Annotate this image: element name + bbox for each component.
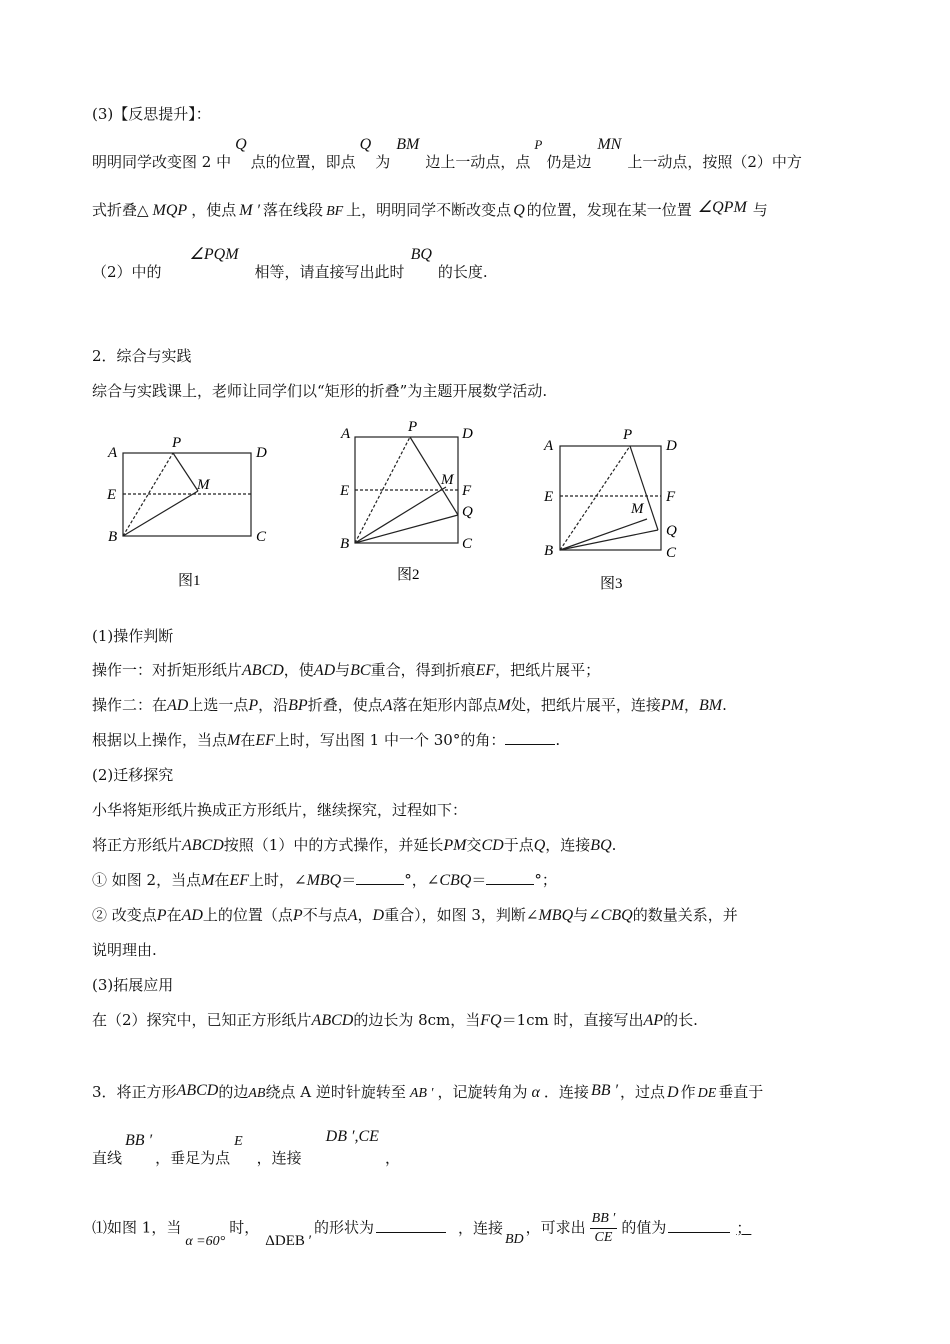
q2-intro: 综合与实践课上，老师让同学们以“矩形的折叠”为主题开展数学活动. <box>92 382 548 400</box>
figure-3 <box>540 420 700 600</box>
segment-PQ <box>630 446 658 530</box>
fraction <box>590 1210 618 1247</box>
math: EF <box>255 732 275 749</box>
math: P <box>534 137 543 152</box>
text: ＝ <box>471 871 487 889</box>
math: ∠PQM <box>189 246 239 263</box>
label-M: M <box>441 472 454 488</box>
label-E: E <box>544 489 554 505</box>
math: FQ <box>480 1012 502 1029</box>
math: CBQ <box>439 872 472 889</box>
text: ，连接 <box>256 1149 302 1167</box>
q2-op3 <box>92 730 560 751</box>
text: 时， <box>229 1218 260 1237</box>
segment-PM <box>173 453 198 491</box>
math: PM <box>660 697 684 714</box>
math: BF <box>326 204 344 219</box>
math: M <box>201 872 215 889</box>
math: P <box>248 697 259 714</box>
text: 交 <box>466 836 482 854</box>
text: 为 <box>375 153 391 171</box>
text: 的边长为 8cm，当 <box>353 1011 481 1029</box>
label-F: F <box>462 483 472 499</box>
text: 落在线段 <box>263 201 324 219</box>
text: 操作二：在 <box>92 696 168 714</box>
label-M: M <box>631 501 644 517</box>
text: 将正方形纸片 <box>92 836 183 854</box>
text: 的位置，发现在某一位置 <box>526 201 692 219</box>
text: 绕点 A 逆时针旋转至 <box>265 1083 406 1101</box>
text: ．连接 <box>543 1083 589 1101</box>
text: 在 <box>166 906 182 924</box>
math: MBQ <box>538 907 574 924</box>
text: 在 <box>240 731 256 749</box>
math: AD <box>167 697 189 714</box>
math: BB ′ <box>125 1132 153 1149</box>
label-D: D <box>462 426 473 442</box>
text: 处，把纸片展平，连接 <box>510 696 661 714</box>
text: ，沿 <box>258 696 289 714</box>
math: MBQ <box>306 872 342 889</box>
text: 折叠，使点 <box>307 696 383 714</box>
math: ΔDEB ′ <box>265 1232 312 1249</box>
text: 作 <box>680 1083 696 1101</box>
q2-m5: 说明理由. <box>92 941 157 959</box>
text: ② 改变点 <box>92 906 157 924</box>
math: ABCD <box>182 837 224 854</box>
text: 落在矩形内部点 <box>392 696 498 714</box>
text: 的数量关系，并 <box>632 906 738 924</box>
label-P: P <box>623 427 633 443</box>
text: ，记旋转角为 <box>437 1083 528 1101</box>
square-ABCD <box>560 446 661 550</box>
text: 的值为 <box>621 1218 667 1237</box>
label-P: P <box>408 419 418 435</box>
text: 上时，写出图 1 中一个 30°的角： <box>274 731 506 749</box>
text: ，垂足为点 <box>155 1149 231 1167</box>
math: BM <box>698 697 723 714</box>
math: BP <box>288 697 308 714</box>
math: Q <box>533 837 546 854</box>
text: 重合），如图 3，判断∠ <box>384 906 539 924</box>
text: °，∠ <box>404 871 440 889</box>
p3-title: (3)【反思提升】： <box>92 105 211 123</box>
text: °； <box>534 871 557 889</box>
text: 直线 <box>92 1149 123 1167</box>
text: 上的位置（点 <box>202 906 293 924</box>
math: BQ <box>590 837 612 854</box>
answer-blank-ratio[interactable] <box>668 1218 730 1233</box>
text: 的形状为 <box>313 1218 374 1237</box>
math: D <box>372 907 385 924</box>
label-Q: Q <box>666 523 677 539</box>
label-A: A <box>341 426 351 442</box>
q2-op1 <box>92 660 600 681</box>
text: 如图 1，当 <box>107 1218 182 1237</box>
math: E <box>234 1134 243 1149</box>
text: 的边 <box>218 1083 249 1101</box>
label-P: P <box>172 435 182 451</box>
math: AB <box>248 1086 266 1101</box>
math: MN <box>597 136 622 153</box>
text: . <box>555 731 561 749</box>
math: P <box>156 907 167 924</box>
text: 仍是边 <box>546 153 592 171</box>
text: 根据以上操作，当点 <box>92 731 228 749</box>
math: AB ′ <box>409 1086 434 1101</box>
math: DB ′,CE <box>325 1128 379 1145</box>
rect-ABCD <box>123 453 251 536</box>
q3-line-1 <box>92 1082 763 1104</box>
segment-BM <box>123 491 198 536</box>
label-C: C <box>256 529 267 545</box>
label-E: E <box>107 487 117 503</box>
answer-blank-mbq[interactable] <box>356 870 404 885</box>
label-A: A <box>544 438 554 454</box>
math: BQ <box>410 246 432 263</box>
label-M: M <box>197 477 210 493</box>
math: α <box>531 1084 540 1101</box>
text: ，连接 <box>545 836 591 854</box>
text: ， <box>357 906 373 924</box>
math: AD <box>181 907 203 924</box>
figure-1 <box>100 425 290 600</box>
math: ∠QPM <box>697 199 747 216</box>
label-B: B <box>544 543 554 559</box>
text: （2）中的 <box>92 263 162 281</box>
text: ，过点 <box>619 1083 665 1101</box>
text: 相等，请直接写出此时 <box>254 263 405 281</box>
label-D: D <box>666 438 677 454</box>
label-B: B <box>340 536 350 552</box>
fraction-numerator: BB ′ <box>590 1210 618 1229</box>
text: 重合，得到折痕 <box>370 661 476 679</box>
text: ，可求出 <box>525 1218 586 1237</box>
figure-2 <box>335 415 495 590</box>
text: 垂直于 <box>718 1083 764 1101</box>
math: PM <box>443 837 467 854</box>
label-D: D <box>256 445 267 461</box>
q2-op2 <box>92 695 727 716</box>
q2-section-2: (2)迁移探究 <box>92 766 174 784</box>
text: . <box>722 696 727 714</box>
math: CBQ <box>600 907 633 924</box>
caption-fig1: 图1 <box>178 573 201 589</box>
label-C: C <box>666 545 677 561</box>
math: MQP <box>152 202 188 219</box>
caption-fig2: 图2 <box>397 567 420 583</box>
text: 在 <box>214 871 230 889</box>
math: M <box>497 697 511 714</box>
q2-e1 <box>92 1010 698 1031</box>
answer-blank-cbq[interactable] <box>486 870 534 885</box>
label-F: F <box>666 489 676 505</box>
q2-section-3: (3)拓展应用 <box>92 976 174 994</box>
math: Q <box>513 202 525 219</box>
math: EF <box>229 872 249 889</box>
math: AD <box>313 662 336 679</box>
label-Q: Q <box>462 504 473 520</box>
text: 上选一点 <box>188 696 249 714</box>
text: ＝1cm 时，直接写出 <box>501 1011 644 1029</box>
segment-BP <box>560 446 630 550</box>
q2-m2 <box>92 835 616 856</box>
text: ，连接 <box>457 1218 503 1237</box>
label-A: A <box>108 445 118 461</box>
math: A <box>382 697 393 714</box>
label-E: E <box>340 483 350 499</box>
math: P <box>292 907 303 924</box>
text: ⑴ <box>92 1218 108 1237</box>
label-C: C <box>462 536 473 552</box>
text: 3．将正方形 <box>92 1083 177 1101</box>
math: BB ′ <box>590 1082 618 1099</box>
text: 上时，∠ <box>248 871 307 889</box>
q2-m4 <box>92 905 738 926</box>
p3-line-2 <box>92 200 768 222</box>
text: 上，明明同学不断改变点 <box>346 201 512 219</box>
text: 在（2）探究中，已知正方形纸片 <box>92 1011 312 1029</box>
text: 与 <box>752 201 768 219</box>
text: ，使 <box>283 661 314 679</box>
q2-m3 <box>92 870 557 891</box>
math: ABCD <box>176 1082 219 1099</box>
q3-line-2 <box>92 1128 400 1170</box>
text: 与 <box>335 661 351 679</box>
text: 明明同学改变图 2 中 <box>92 153 232 171</box>
math: EF <box>475 662 496 679</box>
math: Q <box>235 136 247 153</box>
text: 于点 <box>503 836 534 854</box>
answer-blank[interactable] <box>505 730 555 745</box>
math: M ′ <box>239 202 261 219</box>
math: A <box>347 907 358 924</box>
math: BC <box>350 662 371 679</box>
text: 的长度. <box>437 263 488 281</box>
math: Q <box>359 136 372 153</box>
p3-line-3 <box>92 246 488 283</box>
math: α =60° <box>185 1233 226 1249</box>
text: 边上一动点，点 <box>425 153 531 171</box>
text: 操作一：对折矩形纸片 <box>92 661 243 679</box>
q3-line-3 <box>92 1210 757 1247</box>
text: ，把纸片展平； <box>495 661 601 679</box>
answer-blank-shape[interactable] <box>376 1218 446 1233</box>
math: D <box>667 1084 679 1101</box>
text: 不与点 <box>302 906 348 924</box>
text: 式折叠△ <box>92 201 149 219</box>
math: BM <box>396 136 420 153</box>
p3-line-1 <box>92 136 802 173</box>
q2-title: 2．综合与实践 <box>92 347 192 365</box>
fraction-denominator: CE <box>594 1230 613 1245</box>
math: ABCD <box>311 1012 354 1029</box>
q2-section-1: (1)操作判断 <box>92 627 174 645</box>
text: . <box>611 836 617 854</box>
math: CD <box>481 837 504 854</box>
text: ； <box>736 1218 752 1237</box>
text: 点的位置，即点 <box>250 153 356 171</box>
segment-BQ <box>355 515 458 543</box>
segment-BM <box>355 487 446 543</box>
text: ，使点 <box>191 201 237 219</box>
math: M <box>227 732 241 749</box>
text: 上一动点，按照（2）中方 <box>627 153 802 171</box>
math: AP <box>643 1012 664 1029</box>
text: 的长. <box>663 1011 698 1029</box>
math: BD <box>504 1231 524 1247</box>
math: ABCD <box>242 662 284 679</box>
caption-fig3: 图3 <box>600 576 623 592</box>
text: 与∠ <box>573 906 601 924</box>
text: ， <box>384 1149 400 1167</box>
text: ① 如图 2，当点 <box>92 871 202 889</box>
text: 按照（1）中的方式操作，并延长 <box>223 836 444 854</box>
text: ＝ <box>341 871 357 889</box>
math: DE <box>697 1086 717 1101</box>
label-B: B <box>108 529 118 545</box>
q2-m1: 小华将矩形纸片换成正方形纸片，继续探究，过程如下： <box>92 801 468 819</box>
text: ， <box>683 696 699 714</box>
